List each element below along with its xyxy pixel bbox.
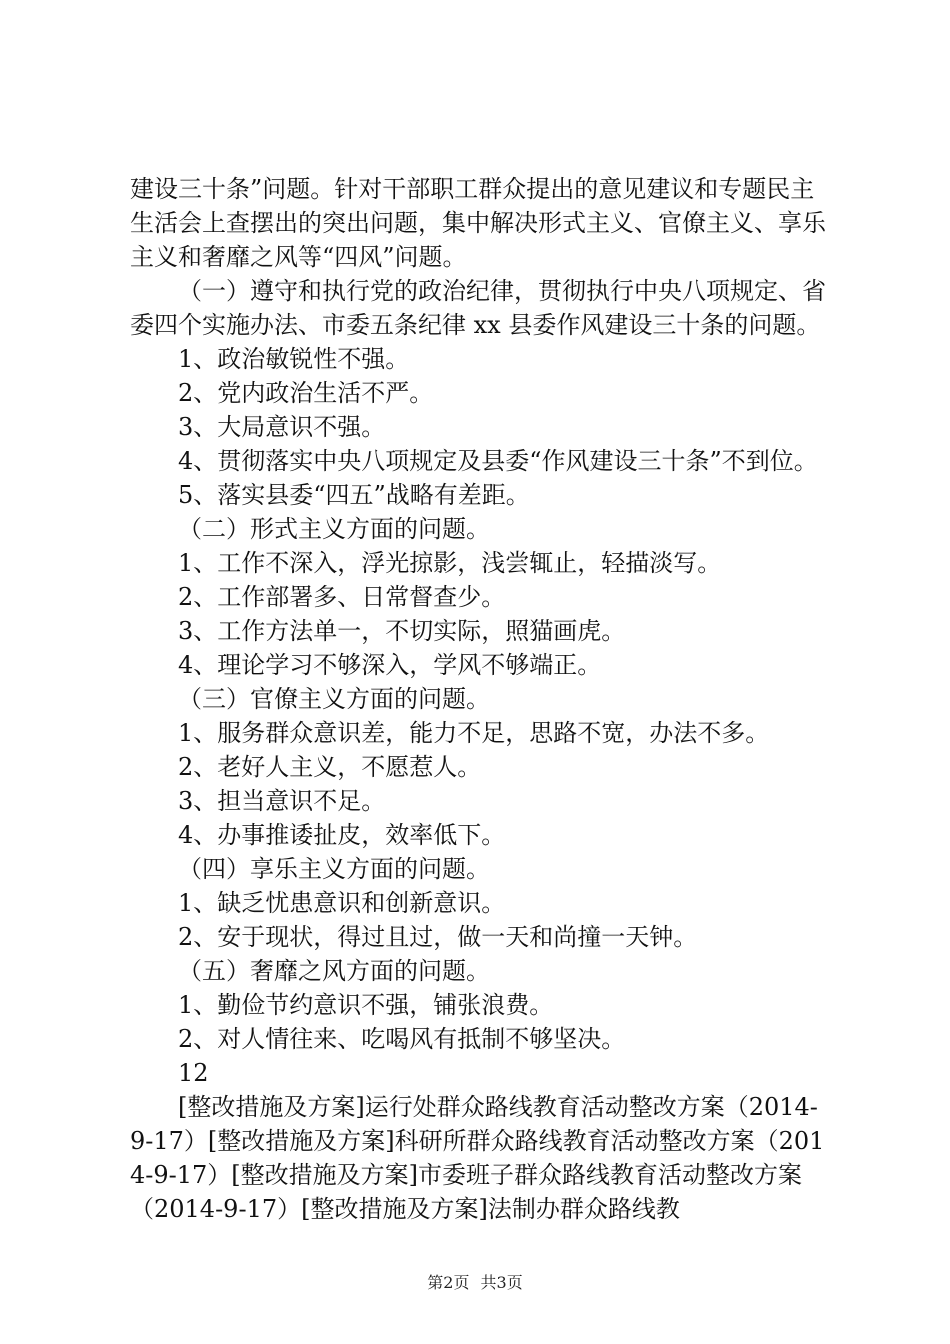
list-item: 2、老好人主义，不愿惹人。	[178, 753, 482, 781]
list-item: 4、办事推诿扯皮，效率低下。	[178, 821, 506, 849]
list-item: 4、贯彻落实中央八项规定及县委“作风建设三十条”不到位。	[178, 447, 818, 475]
list-item: 1、勤俭节约意识不强，铺张浪费。	[178, 991, 554, 1019]
list-item: 2、党内政治生活不严。	[178, 379, 434, 407]
list-item: 2、对人情往来、吃喝风有抵制不够坚决。	[178, 1025, 626, 1053]
list-item: 12	[178, 1059, 209, 1087]
list-item: 5、落实县委“四五”战略有差距。	[178, 481, 530, 509]
page-footer	[0, 1273, 950, 1293]
list-item: 1、政治敏锐性不强。	[178, 345, 410, 373]
list-item: 2、安于现状，得过且过，做一天和尚撞一天钟。	[178, 923, 698, 951]
list-item: 1、缺乏忧患意识和创新意识。	[178, 889, 506, 917]
page-number: 第2页	[427, 1273, 470, 1292]
list-item: 3、大局意识不强。	[178, 413, 386, 441]
section-heading: （四）享乐主义方面的问题。	[178, 855, 490, 883]
section-heading: （五）奢靡之风方面的问题。	[178, 957, 490, 985]
list-item: 3、工作方法单一，不切实际，照猫画虎。	[178, 617, 626, 645]
document-body	[130, 172, 830, 1226]
list-item: 1、工作不深入，浮光掠影，浅尝辄止，轻描淡写。	[178, 549, 722, 577]
paragraph: （一）遵守和执行党的政治纪律，贯彻执行中央八项规定、省委四个实施办法、市委五条纪律 xx 县委作风建设三十条的问题。	[130, 277, 826, 339]
list-item: 3、担当意识不足。	[178, 787, 386, 815]
list-item: 4、理论学习不够深入，学风不够端正。	[178, 651, 602, 679]
list-item: 2、工作部署多、日常督查少。	[178, 583, 506, 611]
list-item: 1、服务群众意识差，能力不足，思路不宽，办法不多。	[178, 719, 770, 747]
page-total: 共3页	[480, 1273, 523, 1292]
section-heading: （三）官僚主义方面的问题。	[178, 685, 490, 713]
paragraph: 建设三十条”问题。针对干部职工群众提出的意见建议和专题民主生活会上查摆出的突出问题，集中解决形式主义、官僚主义、享乐主义和奢靡之风等“四风”问题。	[130, 175, 826, 271]
section-heading: （二）形式主义方面的问题。	[178, 515, 490, 543]
paragraph: [整改措施及方案]运行处群众路线教育活动整改方案（2014-9-17）[整改措施及方案]科研所群众路线教育活动整改方案（2014-9-17）[整改措施及方案]市委班子群众路线教育活动整改方案（2014-9-17）[整改措施及方案]法制办群众路线教	[130, 1093, 825, 1223]
